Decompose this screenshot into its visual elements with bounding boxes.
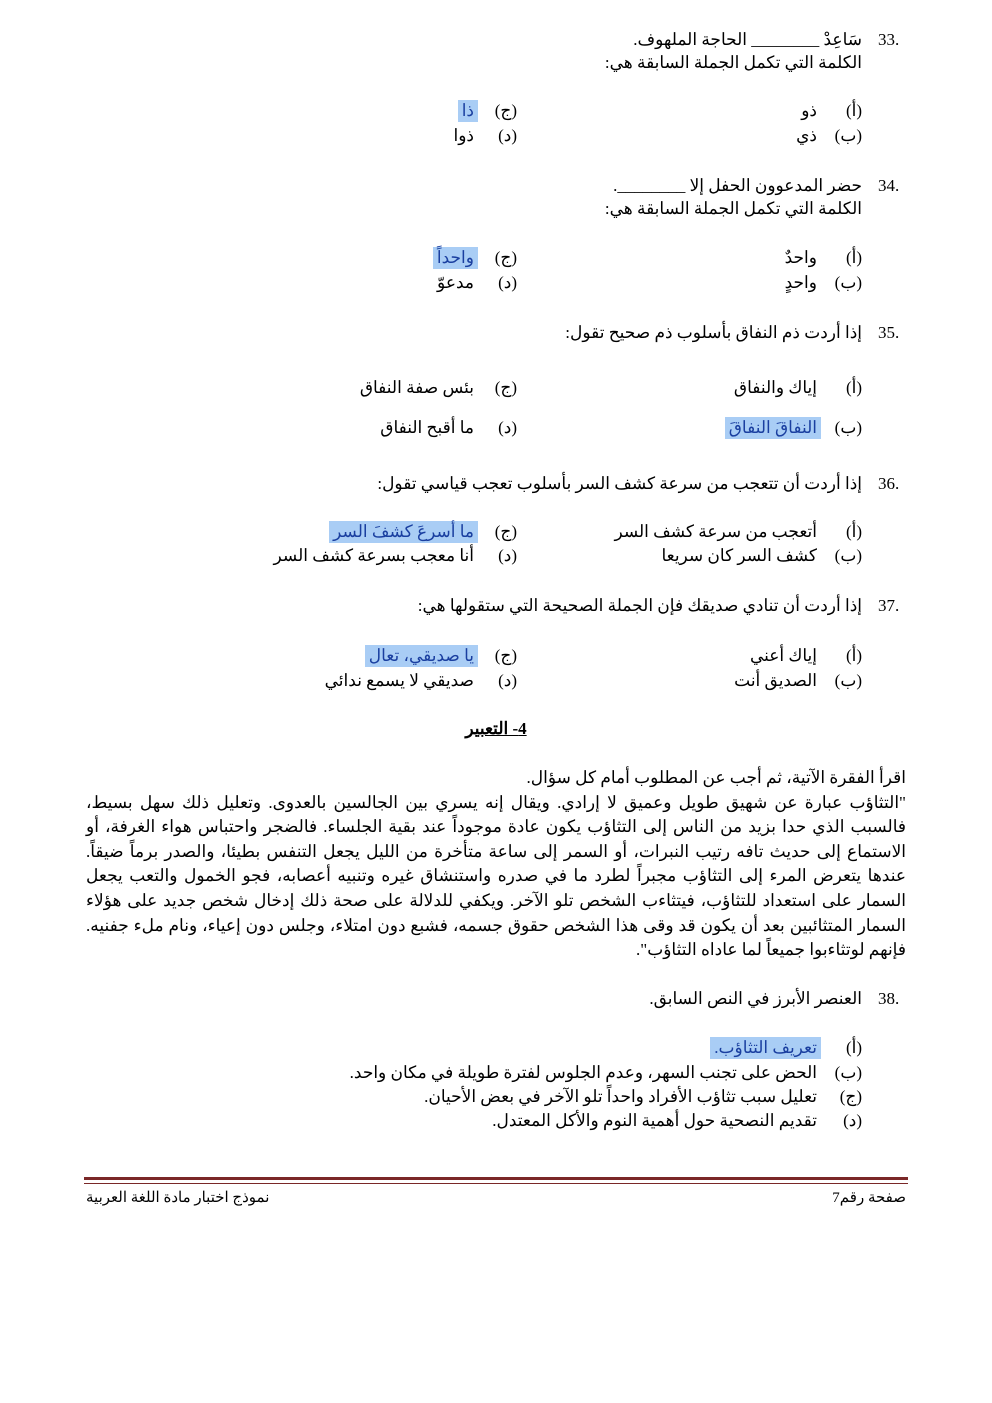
question-text: العنصر الأبرز في النص السابق.: [649, 989, 862, 1008]
question-text: إذا أردت ذم النفاق بأسلوب ذم صحيح تقول:: [565, 323, 862, 342]
option-text: مدعوّ: [437, 273, 474, 292]
option-text: تقديم النصحية حول أهمية النوم والأكل المعتدل.: [492, 1111, 817, 1130]
option-label: (د): [498, 418, 517, 437]
option-label: (ب): [834, 546, 862, 565]
option-text: ذوا: [453, 126, 474, 145]
option-text: صديقي لا يسمع ندائي: [324, 671, 474, 690]
option-text: ذو: [801, 101, 817, 120]
option-label: (د): [498, 546, 517, 565]
question-number: 38.: [878, 989, 900, 1008]
option-label: (د): [498, 273, 517, 292]
option-label: (ج): [494, 248, 517, 267]
option-text: واحدٍ: [784, 273, 817, 292]
question-number: 34.: [878, 176, 900, 195]
option-text: إياك والنفاق: [733, 378, 817, 397]
option-label: (ب): [834, 273, 862, 292]
option-label: (ج): [494, 646, 517, 665]
question-text: حضر المدعوون الحفل إلا ________.: [613, 176, 862, 195]
option-label: (أ): [845, 522, 862, 541]
option-text-highlighted: واحداً: [433, 247, 478, 269]
option-text-highlighted: ذا: [458, 100, 478, 122]
reading-passage: [86, 766, 906, 963]
option-text: واحدٌ: [784, 248, 817, 267]
option-label: (أ): [845, 1038, 862, 1057]
option-text: تعليل سبب تثاؤب الأفراد واحداً تلو الآخر في بعض الأحيان.: [424, 1087, 817, 1106]
option-label: (ب): [834, 126, 862, 145]
section-title: 4- التعبير: [465, 719, 527, 738]
option-label: (د): [498, 671, 517, 690]
question-number: 33.: [878, 30, 900, 49]
footer-page-number: صفحة رقم7: [832, 1190, 906, 1206]
option-label: (ب): [834, 1063, 862, 1082]
option-text-highlighted: ما أسرعَ كشفَ السر: [329, 521, 478, 543]
question-instruction: الكلمة التي تكمل الجملة السابقة هي:: [604, 199, 862, 218]
option-text: ما أقبح النفاق: [380, 418, 474, 437]
option-label: (ج): [494, 522, 517, 541]
option-text-highlighted: تعريف التثاؤب.: [710, 1037, 821, 1059]
option-text: ذي: [796, 126, 817, 145]
option-label: (د): [498, 126, 517, 145]
question-instruction: الكلمة التي تكمل الجملة السابقة هي:: [604, 53, 862, 72]
question-text: إذا أردت أن تتعجب من سرعة كشف السر بأسلوب تعجب قياسي تقول:: [377, 474, 862, 493]
option-text-highlighted: يا صديقي، تعال: [365, 645, 478, 667]
option-text: كشف السر كان سريعا: [661, 546, 817, 565]
option-label: (ج): [494, 378, 517, 397]
option-label: (ج): [839, 1087, 862, 1106]
option-label: (أ): [845, 646, 862, 665]
option-label: (أ): [845, 101, 862, 120]
option-label: (ب): [834, 418, 862, 437]
option-label: (أ): [845, 378, 862, 397]
footer-rule-thick: [84, 1177, 908, 1180]
question-text: إذا أردت أن تنادي صديقك فإن الجملة الصحيحة التي ستقولها هي:: [417, 596, 862, 615]
option-text: بئس صفة النفاق: [359, 378, 474, 397]
question-number: 37.: [878, 596, 900, 615]
question-number: 35.: [878, 323, 900, 342]
option-text-highlighted: النفاقَ النفاقَ: [725, 417, 821, 439]
option-text: أنا معجب بسرعة كشف السر: [273, 546, 474, 565]
option-label: (أ): [845, 248, 862, 267]
option-text: الحض على تجنب السهر، وعدم الجلوس لفترة طويلة في مكان واحد.: [349, 1063, 817, 1082]
option-text: إياك أعني: [749, 646, 817, 665]
footer-subject: نموذج اختبار مادة اللغة العربية: [86, 1190, 270, 1206]
option-text: الصديق أنت: [734, 671, 817, 690]
footer-rule-thin: [84, 1183, 908, 1184]
reading-paragraph: "التثاؤب عبارة عن شهيق طويل وعميق لا إرادي. ويقال إنه يسري بين الجالسين بالعدوى. وتعليل ذلك سهل بسيط، فالسبب الذي حدا بزيد من الناس إلى التثاؤب يكون عادة موجوداً عند بقية الجلساء. فالضجر واحتباس هواء الغرفة، أو الاستماع إلى حديث تافه رتيب النبرات، أو السمر إلى ساعة متأخرة من الليل يجعل التنفس بطيئا، والصدر برماً ضيقاً. عندها يتعرض المرء إلى التثاؤب مجبراً لطرد ما في صدره واستنشاق غيره وتنبيه أعصابه، فجو الخمول والتعب يجعل السمار على استعداد للتثاؤب، فيتثاءب الشخص تلو الآخر. ويكفي للدلالة على صحة ذلك إدخال شخص جديد على هؤلاء السمار المتثائبين بعد أن يكون قد وقى هذا الشخص حقوق جسمه، فشبع دون امتلاء، وجلس دون إعياء، ونام ملء جفنيه. فإنهم لوتثاءبوا جميعاً لما عاداه التثاؤب".: [86, 792, 906, 960]
reading-instruction: اقرأ الفقرة الآتية، ثم أجب عن المطلوب أمام كل سؤال.: [526, 768, 906, 787]
option-text: أتعجب من سرعة كشف السر: [614, 522, 817, 541]
option-label: (ب): [834, 671, 862, 690]
option-label: (د): [843, 1111, 862, 1130]
question-number: 36.: [878, 474, 900, 493]
option-label: (ج): [494, 101, 517, 120]
question-text: سَاعِدْ ________ الحاجة الملهوف.: [633, 30, 862, 49]
